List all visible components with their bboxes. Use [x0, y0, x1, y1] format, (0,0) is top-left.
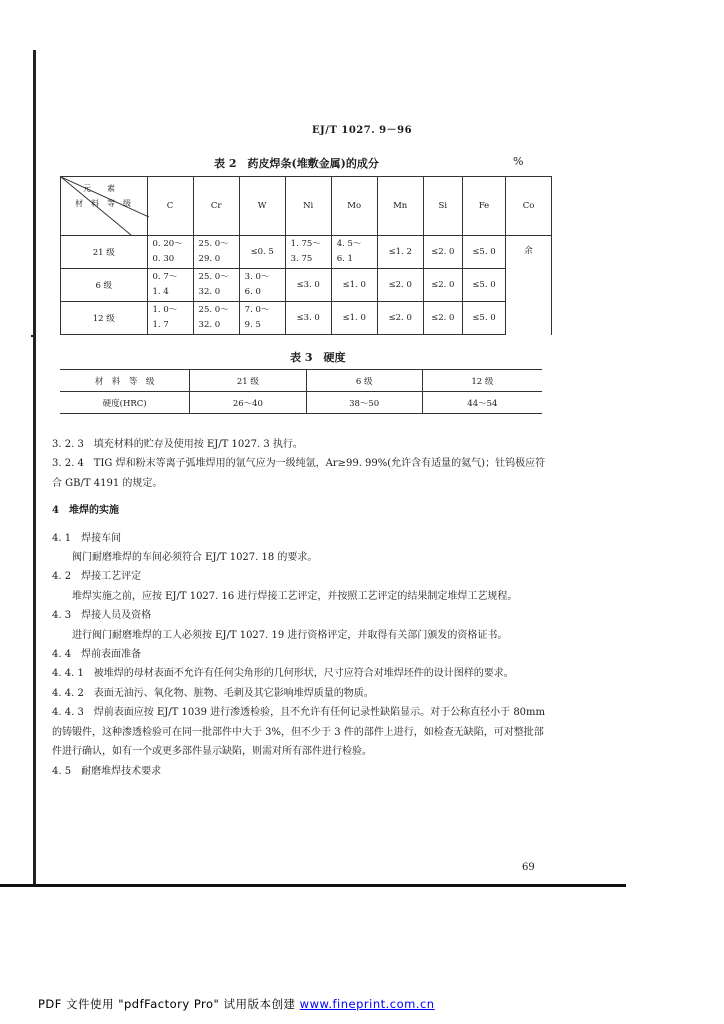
value-cell: 26～40 — [190, 392, 306, 414]
bottom-rule — [0, 884, 626, 887]
grade-cell: 6 级 — [61, 269, 148, 302]
diag-label-bottom: 材 料 等 级 — [75, 199, 131, 208]
col-header: 21 级 — [190, 370, 306, 392]
clause-4-4-3: 4. 4. 3 焊前表面应按 EJ/T 1039 进行渗透检验，且不允许有任何记录性缺陷显示。对于公称直径小于 80mm 的铸锻件，这种渗透检验可在同一批部件中大于 3%，但不少于 3 件的部件上进行，如检查无缺陷，可对整批部件进行确认，如有一个或更多部件显示缺陷，则需对所有部件进行检验。 — [52, 707, 546, 758]
col-header: Mo — [331, 177, 377, 236]
value-line: 3. 75 — [290, 254, 313, 264]
value-cell: ≤2. 0 — [377, 269, 423, 302]
value-line: 4. 5～ — [336, 239, 362, 249]
col-header: 材 料 等 级 — [60, 370, 190, 392]
value-line: 0. 30 — [152, 254, 175, 264]
value-cell: ≤5. 0 — [462, 236, 505, 269]
standard-code-header: EJ/T 1027. 9－96 — [311, 125, 413, 136]
value-line: 1. 7 — [152, 320, 169, 330]
value-cell: ≤2. 0 — [423, 269, 462, 302]
value-line: 1. 0～ — [152, 305, 178, 315]
value-cell: ≤5. 0 — [462, 302, 505, 335]
col-header: Mn — [377, 177, 423, 236]
table-row — [61, 236, 552, 269]
col-header: Cr — [193, 177, 239, 236]
value-cell: ≤1. 2 — [377, 236, 423, 269]
value-cell: ≤2. 0 — [423, 302, 462, 335]
value-line: 32. 0 — [198, 320, 221, 330]
scan-edge-mark — [31, 335, 34, 337]
pdf-footer — [38, 996, 435, 1012]
value-line: 32. 0 — [198, 287, 221, 297]
value-line: 9. 5 — [244, 320, 261, 330]
value-line: 6. 1 — [336, 254, 353, 264]
value-cell: ≤2. 0 — [423, 236, 462, 269]
hardness-table — [60, 369, 542, 414]
value-line: 6. 0 — [244, 287, 261, 297]
footer-link[interactable]: www.fineprint.com.cn — [299, 997, 435, 1011]
col-header: W — [239, 177, 285, 236]
col-header: Co — [506, 177, 552, 236]
value-line: 0. 20～ — [152, 239, 183, 249]
table3-caption: 表 3 硬度 — [290, 351, 346, 364]
value-cell: ≤1. 0 — [331, 269, 377, 302]
value-cell: ≤3. 0 — [285, 269, 331, 302]
scan-edge-mark — [33, 520, 36, 523]
col-header: Ni — [285, 177, 331, 236]
footer-text: PDF 文件使用 "pdfFactory Pro" 试用版本创建 — [38, 997, 300, 1011]
grade-cell: 12 级 — [61, 302, 148, 335]
co-balance: 余 — [524, 246, 533, 256]
co-balance-cell — [506, 236, 552, 335]
col-header: C — [147, 177, 193, 236]
clause-4-3-text: 进行阀门耐磨堆焊的工人必须按 EJ/T 1027. 19 进行资格评定，并取得有关部门颁发的资格证书。 — [72, 629, 508, 641]
value-cell: ≤5. 0 — [462, 269, 505, 302]
row-label: 硬度(HRC) — [60, 392, 190, 414]
col-header: 12 级 — [422, 370, 542, 392]
body-text — [52, 435, 550, 781]
value-line: 29. 0 — [198, 254, 221, 264]
grade-cell: 21 级 — [61, 236, 148, 269]
table2-unit: % — [513, 155, 524, 168]
col-header: 6 级 — [306, 370, 422, 392]
clause-3-2-4: 3. 2. 4 TIG 焊和粉末等离子弧堆焊用的氩气应为一级纯氩，Ar≥99. 99%(允许含有适量的氦气)；钍钨极应符合 GB/T 4191 的规定。 — [52, 458, 546, 489]
value-cell: 44～54 — [422, 392, 542, 414]
clause-4-1-text: 阀门耐磨堆焊的车间必须符合 EJ/T 1027. 18 的要求。 — [72, 552, 318, 564]
value-line: 7. 0～ — [244, 305, 270, 315]
clause-4-2-heading: 4. 2 焊接工艺评定 — [52, 571, 142, 583]
clause-4-4-1: 4. 4. 1 被堆焊的母材表面不允许有任何尖角形的几何形状，尺寸应符合对堆焊坯件的设计图样的要求。 — [52, 668, 514, 680]
value-line: 3. 0～ — [244, 272, 270, 282]
col-header: Fe — [462, 177, 505, 236]
value-cell: ≤1. 0 — [331, 302, 377, 335]
table2-caption: 表 2 药皮焊条(堆敷金属)的成分 — [214, 157, 379, 170]
scan-left-border — [33, 50, 36, 885]
table-row — [60, 370, 542, 392]
value-cell: 38～50 — [306, 392, 422, 414]
table-row — [60, 392, 542, 414]
value-line: 1. 75～ — [290, 239, 321, 249]
section-4-heading: 4 堆焊的实施 — [52, 505, 119, 517]
value-cell: ≤3. 0 — [285, 302, 331, 335]
clause-3-2-3: 3. 2. 3 填充材料的贮存及使用按 EJ/T 1027. 3 执行。 — [52, 439, 303, 450]
clause-4-1-heading: 4. 1 焊接车间 — [52, 532, 122, 544]
clause-4-5-heading: 4. 5 耐磨堆焊技术要求 — [52, 765, 162, 777]
value-line: 0. 7～ — [152, 272, 178, 282]
value-cell: ≤0. 5 — [239, 236, 285, 269]
diagonal-header-cell — [61, 177, 148, 236]
value-line: 1. 4 — [152, 287, 169, 297]
value-cell: ≤2. 0 — [377, 302, 423, 335]
clause-4-4-heading: 4. 4 焊前表面准备 — [52, 649, 142, 661]
table-row — [61, 302, 552, 335]
composition-table — [60, 176, 552, 335]
diag-label-top: 元 素 — [83, 184, 115, 193]
clause-4-2-text: 堆焊实施之前，应按 EJ/T 1027. 16 进行焊接工艺评定，并按照工艺评定的结果制定堆焊工艺规程。 — [72, 590, 518, 602]
clause-4-4-2: 4. 4. 2 表面无油污、氧化物、脏物、毛刺及其它影响堆焊质量的物质。 — [52, 687, 374, 699]
value-line: 25. 0～ — [198, 239, 229, 249]
col-header: Si — [423, 177, 462, 236]
page-number: 69 — [522, 862, 535, 873]
value-line: 25. 0～ — [198, 272, 229, 282]
clause-4-3-heading: 4. 3 焊接人员及资格 — [52, 610, 152, 622]
table-row — [61, 269, 552, 302]
value-line: 25. 0～ — [198, 305, 229, 315]
